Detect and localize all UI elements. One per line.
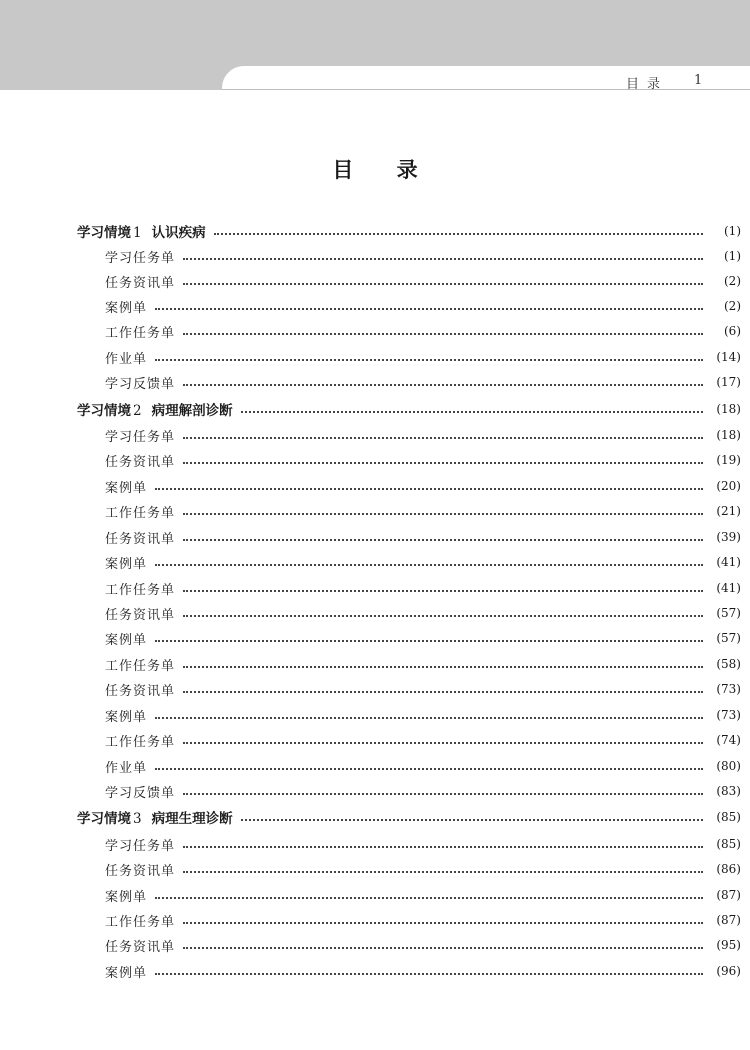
- toc-chapter-prefix: 学习情境: [77, 811, 131, 827]
- dot-leader: [183, 615, 703, 617]
- toc-page-number: (1): [724, 224, 741, 238]
- header-tab: [222, 66, 750, 90]
- toc-section-entry[interactable]: [0, 884, 741, 906]
- toc-section-entry[interactable]: [0, 729, 741, 751]
- toc-entry-label: [77, 807, 237, 827]
- dot-leader: [183, 846, 703, 848]
- toc-page-number: (73): [716, 708, 741, 722]
- toc-section-entry[interactable]: [0, 780, 741, 802]
- toc-section-entry[interactable]: [0, 449, 741, 471]
- toc-section-entry[interactable]: [0, 424, 741, 446]
- toc-entry-label: [77, 399, 237, 419]
- toc-page-number: (2): [724, 299, 741, 313]
- toc-entry-label: 工作任务单: [105, 505, 176, 521]
- toc-section-entry[interactable]: [0, 320, 741, 342]
- dot-leader: [214, 233, 703, 235]
- toc-entry-label: 任务资讯单: [105, 454, 176, 470]
- dot-leader: [155, 897, 703, 899]
- dot-leader: [183, 793, 703, 795]
- toc-page-number: (19): [716, 453, 741, 467]
- toc-section-entry[interactable]: [0, 577, 741, 599]
- toc-entry-label: 任务资讯单: [105, 531, 176, 547]
- toc-page-number: (39): [716, 530, 741, 544]
- toc-entry-label: 学习任务单: [105, 250, 176, 266]
- toc-entry-label: 学习反馈单: [105, 376, 176, 392]
- toc-section-entry[interactable]: [0, 295, 741, 317]
- dot-leader: [183, 283, 703, 285]
- toc-section-entry[interactable]: [0, 627, 741, 649]
- dot-leader: [183, 590, 703, 592]
- toc-page-number: (87): [716, 888, 741, 902]
- dot-leader: [183, 462, 703, 464]
- toc-page-number: (74): [716, 733, 741, 747]
- dot-leader: [183, 947, 703, 949]
- toc-page-number: (14): [716, 350, 741, 364]
- toc-page-number: (57): [716, 606, 741, 620]
- toc-chapter-number: 2: [133, 403, 142, 419]
- toc-page-number: (18): [716, 428, 741, 442]
- toc-entry-label: 案例单: [105, 300, 148, 316]
- toc-entry-label: 案例单: [105, 556, 148, 572]
- toc-entry-label: 工作任务单: [105, 582, 176, 598]
- toc-page-number: (96): [716, 964, 741, 978]
- toc-entry-label: 工作任务单: [105, 325, 176, 341]
- toc-entry-label: 学习任务单: [105, 838, 176, 854]
- toc-page-number: (17): [716, 375, 741, 389]
- dot-leader: [183, 922, 703, 924]
- toc-page-number: (21): [716, 504, 741, 518]
- toc-chapter-title: 病理解剖诊断: [151, 403, 233, 419]
- header-rule: [222, 89, 750, 90]
- dot-leader: [155, 308, 703, 310]
- dot-leader: [183, 333, 703, 335]
- toc-section-entry[interactable]: [0, 960, 741, 982]
- toc-entry-label: 案例单: [105, 889, 148, 905]
- toc-section-entry[interactable]: [0, 346, 741, 368]
- toc-section-entry[interactable]: [0, 678, 741, 700]
- toc-entry-label: 工作任务单: [105, 914, 176, 930]
- dot-leader: [241, 819, 703, 821]
- toc-page-number: (85): [716, 837, 741, 851]
- toc-section-entry[interactable]: [0, 371, 741, 393]
- toc-page-number: (6): [724, 324, 741, 338]
- toc-chapter-number: 3: [133, 811, 142, 827]
- toc-chapter-number: 1: [133, 225, 142, 241]
- dot-leader: [183, 871, 703, 873]
- toc-section-entry[interactable]: [0, 500, 741, 522]
- dot-leader: [183, 437, 703, 439]
- toc-page-number: (20): [716, 479, 741, 493]
- toc-page-number: (83): [716, 784, 741, 798]
- toc-section-entry[interactable]: [0, 475, 741, 497]
- toc-entry-label: 学习任务单: [105, 429, 176, 445]
- toc-page-number: (85): [716, 810, 741, 824]
- toc-entry-label: 案例单: [105, 480, 148, 496]
- toc-page-number: (18): [716, 402, 741, 416]
- toc-entry-label: 案例单: [105, 632, 148, 648]
- dot-leader: [183, 539, 703, 541]
- toc-section-entry[interactable]: [0, 755, 741, 777]
- toc-page-number: (87): [716, 913, 741, 927]
- toc-entry-label: 作业单: [105, 351, 148, 367]
- dot-leader: [155, 488, 703, 490]
- toc-page-number: (1): [724, 249, 741, 263]
- toc-section-entry[interactable]: [0, 858, 741, 880]
- toc-page-number: (41): [716, 555, 741, 569]
- dot-leader: [155, 564, 703, 566]
- dot-leader: [183, 691, 703, 693]
- toc-page-number: (80): [716, 759, 741, 773]
- toc-section-entry[interactable]: [0, 526, 741, 548]
- toc-chapter-entry[interactable]: [0, 398, 741, 420]
- toc-entry-label: 案例单: [105, 965, 148, 981]
- running-header-section: 目录: [626, 77, 669, 92]
- dot-leader: [155, 717, 703, 719]
- toc-page-number: (95): [716, 938, 741, 952]
- toc-chapter-title: 认识疾病: [151, 225, 206, 241]
- toc-entry-label: 学习反馈单: [105, 785, 176, 801]
- toc-chapter-prefix: 学习情境: [77, 403, 131, 419]
- toc-section-entry[interactable]: [0, 704, 741, 726]
- toc-chapter-entry[interactable]: [0, 220, 741, 242]
- toc-section-entry[interactable]: [0, 833, 741, 855]
- toc-section-entry[interactable]: [0, 602, 741, 624]
- toc-entry-label: 任务资讯单: [105, 863, 176, 879]
- toc-entry-label: 任务资讯单: [105, 275, 176, 291]
- toc-entry-label: 工作任务单: [105, 734, 176, 750]
- page-title: 目 录: [332, 158, 436, 182]
- toc-page-number: (57): [716, 631, 741, 645]
- toc-page-number: (58): [716, 657, 741, 671]
- toc-entry-label: 任务资讯单: [105, 683, 176, 699]
- dot-leader: [241, 411, 703, 413]
- toc-section-entry[interactable]: [0, 270, 741, 292]
- toc-section-entry[interactable]: [0, 551, 741, 573]
- toc-chapter-prefix: 学习情境: [77, 225, 131, 241]
- toc-section-entry[interactable]: [0, 245, 741, 267]
- toc-entry-label: 任务资讯单: [105, 607, 176, 623]
- dot-leader: [155, 640, 703, 642]
- dot-leader: [155, 359, 703, 361]
- toc-entry-label: 案例单: [105, 709, 148, 725]
- toc-section-entry[interactable]: [0, 653, 741, 675]
- toc-entry-label: [77, 221, 210, 241]
- dot-leader: [183, 666, 703, 668]
- toc-section-entry[interactable]: [0, 934, 741, 956]
- dot-leader: [183, 384, 703, 386]
- toc-entry-label: 作业单: [105, 760, 148, 776]
- dot-leader: [183, 513, 703, 515]
- running-header-page-number: 1: [694, 73, 703, 88]
- toc-section-entry[interactable]: [0, 909, 741, 931]
- toc-entry-label: 工作任务单: [105, 658, 176, 674]
- toc-chapter-title: 病理生理诊断: [151, 811, 233, 827]
- dot-leader: [155, 973, 703, 975]
- toc-page-number: (2): [724, 274, 741, 288]
- toc-chapter-entry[interactable]: [0, 806, 741, 828]
- dot-leader: [183, 258, 703, 260]
- dot-leader: [155, 768, 703, 770]
- toc-entry-label: 任务资讯单: [105, 939, 176, 955]
- toc-page-number: (73): [716, 682, 741, 696]
- toc-page-number: (41): [716, 581, 741, 595]
- dot-leader: [183, 742, 703, 744]
- toc-page-number: (86): [716, 862, 741, 876]
